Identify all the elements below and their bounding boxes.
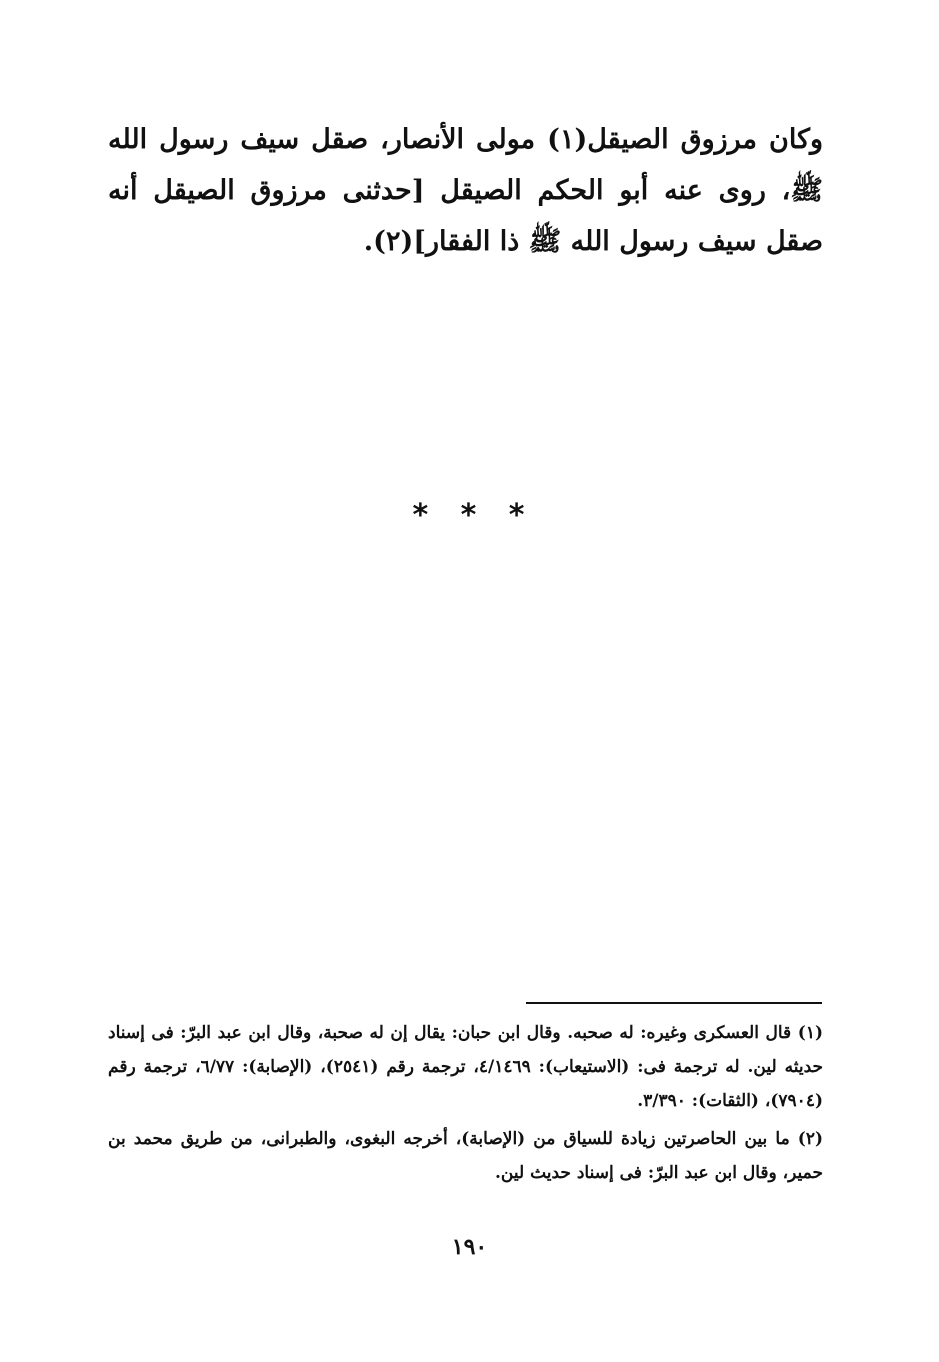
footnote-2: (٢) ما بين الحاصرتين زيادة للسياق من (الإصابة)، أخرجه البغوى، والطبرانى، من طريق محمد بن حمير، وقال ابن عبد البرّ: فى إسناد حديث لين. — [108, 1129, 823, 1183]
footnotes-section — [108, 1016, 823, 1194]
footnote-divider — [526, 1002, 822, 1004]
footnote-1: (١) قال العسكرى وغيره: له صحبه. وقال ابن حبان: يقال إن له صحبة، وقال ابن عبد البرّ: فى إسناد حديثه لين. له ترجمة فى: (الاستيعاب): ٤/١٤٦٩، ترجمة رقم (٢٥٤١)، (الإصابة): ٦/٧٧، ترجمة رقم (٧٩٠٤)، (الثقات): ٣/٣٩٠. — [108, 1023, 823, 1111]
page-number: ١٩٠ — [451, 1234, 488, 1260]
section-separator: * * * — [412, 498, 527, 533]
main-text-block — [108, 114, 823, 267]
main-paragraph: وكان مرزوق الصيقل(١) مولى الأنصار، صقل سيف رسول الله ﷺ، روى عنه أبو الحكم الصيقل [حدثنى مرزوق الصيقل أنه صقل سيف رسول الله ﷺ ذا الفقار](٢). — [108, 124, 823, 257]
